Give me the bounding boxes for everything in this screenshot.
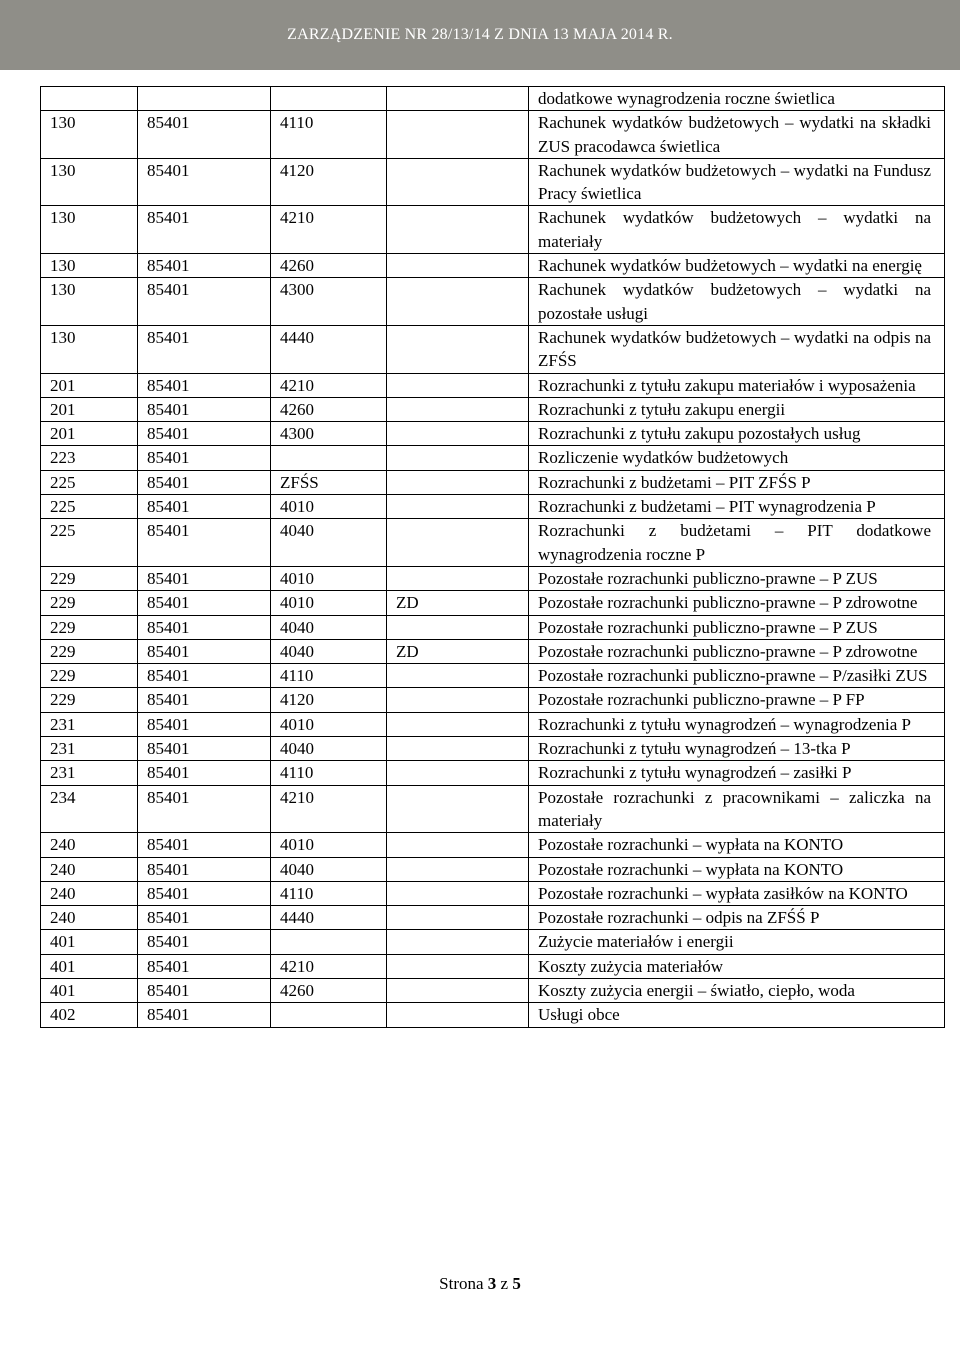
table-row bbox=[41, 591, 945, 615]
paragraph-cell: 4260 bbox=[271, 397, 387, 421]
description-cell: Zużycie materiałów i energii bbox=[529, 930, 945, 954]
chapter-cell: 85401 bbox=[138, 278, 271, 326]
account-cell: 130 bbox=[41, 325, 138, 373]
paragraph-cell bbox=[271, 1003, 387, 1027]
table-row bbox=[41, 495, 945, 519]
table-row bbox=[41, 422, 945, 446]
account-cell: 401 bbox=[41, 978, 138, 1002]
chapter-cell: 85401 bbox=[138, 397, 271, 421]
description-cell: Rachunek wydatków budżetowych – wydatki na energię bbox=[529, 254, 945, 278]
table-row bbox=[41, 954, 945, 978]
table-row bbox=[41, 470, 945, 494]
paragraph-cell: 4120 bbox=[271, 158, 387, 206]
accounts-table bbox=[40, 86, 945, 1028]
description-cell: Pozostałe rozrachunki publiczno-prawne – P zdrowotne bbox=[529, 639, 945, 663]
account-cell: 234 bbox=[41, 785, 138, 833]
chapter-cell: 85401 bbox=[138, 857, 271, 881]
chapter-cell: 85401 bbox=[138, 422, 271, 446]
account-cell: 231 bbox=[41, 712, 138, 736]
description-cell: Rachunek wydatków budżetowych – wydatki na składki ZUS pracodawca świetlica bbox=[529, 111, 945, 159]
paragraph-cell: 4300 bbox=[271, 422, 387, 446]
table-row bbox=[41, 325, 945, 373]
chapter-cell: 85401 bbox=[138, 206, 271, 254]
paragraph-cell: 4010 bbox=[271, 833, 387, 857]
suffix-cell bbox=[387, 111, 529, 159]
account-cell: 240 bbox=[41, 881, 138, 905]
suffix-cell bbox=[387, 397, 529, 421]
chapter-cell: 85401 bbox=[138, 615, 271, 639]
description-cell: Pozostałe rozrachunki z pracownikami – zaliczka na materiały bbox=[529, 785, 945, 833]
table-row bbox=[41, 206, 945, 254]
suffix-cell bbox=[387, 1003, 529, 1027]
chapter-cell: 85401 bbox=[138, 954, 271, 978]
chapter-cell bbox=[138, 87, 271, 111]
suffix-cell bbox=[387, 278, 529, 326]
description-cell: Pozostałe rozrachunki – wypłata na KONTO bbox=[529, 857, 945, 881]
chapter-cell: 85401 bbox=[138, 639, 271, 663]
chapter-cell: 85401 bbox=[138, 158, 271, 206]
chapter-cell: 85401 bbox=[138, 761, 271, 785]
paragraph-cell: 4040 bbox=[271, 639, 387, 663]
account-cell: 225 bbox=[41, 519, 138, 567]
description-cell: Rozrachunki z budżetami – PIT wynagrodzenia P bbox=[529, 495, 945, 519]
chapter-cell: 85401 bbox=[138, 591, 271, 615]
account-cell: 229 bbox=[41, 639, 138, 663]
description-cell: Pozostałe rozrachunki publiczno-prawne – P ZUS bbox=[529, 615, 945, 639]
suffix-cell bbox=[387, 495, 529, 519]
paragraph-cell: 4210 bbox=[271, 954, 387, 978]
description-cell: Rozrachunki z tytułu wynagrodzeń – 13-tka P bbox=[529, 737, 945, 761]
chapter-cell: 85401 bbox=[138, 737, 271, 761]
suffix-cell bbox=[387, 857, 529, 881]
paragraph-cell bbox=[271, 446, 387, 470]
paragraph-cell: 4300 bbox=[271, 278, 387, 326]
description-cell: Usługi obce bbox=[529, 1003, 945, 1027]
table-row bbox=[41, 978, 945, 1002]
paragraph-cell: ZFŚS bbox=[271, 470, 387, 494]
account-cell: 229 bbox=[41, 591, 138, 615]
suffix-cell bbox=[387, 881, 529, 905]
chapter-cell: 85401 bbox=[138, 833, 271, 857]
description-cell: Rachunek wydatków budżetowych – wydatki na materiały bbox=[529, 206, 945, 254]
paragraph-cell: 4210 bbox=[271, 785, 387, 833]
table-row bbox=[41, 833, 945, 857]
paragraph-cell: 4440 bbox=[271, 325, 387, 373]
suffix-cell bbox=[387, 978, 529, 1002]
suffix-cell bbox=[387, 87, 529, 111]
chapter-cell: 85401 bbox=[138, 566, 271, 590]
suffix-cell bbox=[387, 906, 529, 930]
description-cell: Rozrachunki z tytułu zakupu materiałów i wyposażenia bbox=[529, 373, 945, 397]
suffix-cell bbox=[387, 930, 529, 954]
account-cell: 231 bbox=[41, 737, 138, 761]
account-cell: 229 bbox=[41, 566, 138, 590]
account-cell: 229 bbox=[41, 615, 138, 639]
suffix-cell bbox=[387, 519, 529, 567]
paragraph-cell: 4260 bbox=[271, 978, 387, 1002]
suffix-cell bbox=[387, 615, 529, 639]
table-row bbox=[41, 688, 945, 712]
paragraph-cell: 4440 bbox=[271, 906, 387, 930]
account-cell: 240 bbox=[41, 906, 138, 930]
description-cell: Rozrachunki z budżetami – PIT ZFŚS P bbox=[529, 470, 945, 494]
description-cell: Rozrachunki z tytułu wynagrodzeń – wynagrodzenia P bbox=[529, 712, 945, 736]
suffix-cell bbox=[387, 712, 529, 736]
chapter-cell: 85401 bbox=[138, 470, 271, 494]
table-row bbox=[41, 881, 945, 905]
description-cell: Rachunek wydatków budżetowych – wydatki na pozostałe usługi bbox=[529, 278, 945, 326]
footer-page-number: 3 bbox=[487, 1274, 497, 1293]
description-cell: Pozostałe rozrachunki publiczno-prawne – P FP bbox=[529, 688, 945, 712]
table-row bbox=[41, 519, 945, 567]
account-cell: 401 bbox=[41, 954, 138, 978]
suffix-cell bbox=[387, 158, 529, 206]
table-row bbox=[41, 158, 945, 206]
paragraph-cell: 4040 bbox=[271, 519, 387, 567]
account-cell: 225 bbox=[41, 495, 138, 519]
chapter-cell: 85401 bbox=[138, 664, 271, 688]
table-row bbox=[41, 87, 945, 111]
description-cell: Pozostałe rozrachunki – wypłata na KONTO bbox=[529, 833, 945, 857]
table-row bbox=[41, 857, 945, 881]
table-row bbox=[41, 906, 945, 930]
table-row bbox=[41, 712, 945, 736]
table-row bbox=[41, 615, 945, 639]
chapter-cell: 85401 bbox=[138, 254, 271, 278]
chapter-cell: 85401 bbox=[138, 906, 271, 930]
description-cell: Rachunek wydatków budżetowych – wydatki na Fundusz Pracy świetlica bbox=[529, 158, 945, 206]
chapter-cell: 85401 bbox=[138, 325, 271, 373]
suffix-cell bbox=[387, 688, 529, 712]
account-cell: 130 bbox=[41, 111, 138, 159]
account-cell: 231 bbox=[41, 761, 138, 785]
table-row bbox=[41, 254, 945, 278]
table-row bbox=[41, 446, 945, 470]
suffix-cell bbox=[387, 566, 529, 590]
account-cell: 130 bbox=[41, 278, 138, 326]
suffix-cell bbox=[387, 446, 529, 470]
account-cell: 130 bbox=[41, 158, 138, 206]
description-cell: Rozrachunki z tytułu zakupu pozostałych usług bbox=[529, 422, 945, 446]
description-cell: Pozostałe rozrachunki publiczno-prawne – P ZUS bbox=[529, 566, 945, 590]
suffix-cell bbox=[387, 737, 529, 761]
account-cell: 401 bbox=[41, 930, 138, 954]
paragraph-cell: 4010 bbox=[271, 495, 387, 519]
description-cell: dodatkowe wynagrodzenia roczne świetlica bbox=[529, 87, 945, 111]
paragraph-cell: 4110 bbox=[271, 761, 387, 785]
table-row bbox=[41, 111, 945, 159]
paragraph-cell: 4210 bbox=[271, 206, 387, 254]
description-cell: Pozostałe rozrachunki – wypłata zasiłków na KONTO bbox=[529, 881, 945, 905]
paragraph-cell bbox=[271, 930, 387, 954]
table-row bbox=[41, 566, 945, 590]
paragraph-cell: 4210 bbox=[271, 373, 387, 397]
suffix-cell bbox=[387, 206, 529, 254]
footer-page-total: 5 bbox=[512, 1274, 521, 1293]
account-cell: 240 bbox=[41, 857, 138, 881]
chapter-cell: 85401 bbox=[138, 930, 271, 954]
suffix-cell bbox=[387, 833, 529, 857]
description-cell: Pozostałe rozrachunki – odpis na ZFŚŚ P bbox=[529, 906, 945, 930]
table-row bbox=[41, 664, 945, 688]
account-cell: 225 bbox=[41, 470, 138, 494]
suffix-cell bbox=[387, 761, 529, 785]
document-title: ZARZĄDZENIE NR 28/13/14 Z DNIA 13 MAJA 2014 R. bbox=[287, 26, 673, 43]
suffix-cell bbox=[387, 373, 529, 397]
paragraph-cell: 4010 bbox=[271, 566, 387, 590]
paragraph-cell: 4010 bbox=[271, 591, 387, 615]
paragraph-cell: 4110 bbox=[271, 111, 387, 159]
table-row bbox=[41, 1003, 945, 1027]
chapter-cell: 85401 bbox=[138, 111, 271, 159]
paragraph-cell: 4110 bbox=[271, 664, 387, 688]
account-cell: 229 bbox=[41, 688, 138, 712]
description-cell: Koszty zużycia energii – światło, ciepło, woda bbox=[529, 978, 945, 1002]
description-cell: Rozrachunki z budżetami – PIT dodatkowe wynagrodzenia roczne P bbox=[529, 519, 945, 567]
description-cell: Rozrachunki z tytułu wynagrodzeń – zasiłki P bbox=[529, 761, 945, 785]
footer-prefix: Strona bbox=[439, 1274, 484, 1293]
table-row bbox=[41, 737, 945, 761]
suffix-cell bbox=[387, 325, 529, 373]
table-row bbox=[41, 278, 945, 326]
chapter-cell: 85401 bbox=[138, 881, 271, 905]
table-row bbox=[41, 639, 945, 663]
suffix-cell bbox=[387, 254, 529, 278]
suffix-cell: ZD bbox=[387, 591, 529, 615]
description-cell: Rozrachunki z tytułu zakupu energii bbox=[529, 397, 945, 421]
chapter-cell: 85401 bbox=[138, 446, 271, 470]
paragraph-cell: 4040 bbox=[271, 615, 387, 639]
table-row bbox=[41, 785, 945, 833]
paragraph-cell: 4010 bbox=[271, 712, 387, 736]
account-cell: 130 bbox=[41, 254, 138, 278]
table-row bbox=[41, 373, 945, 397]
description-cell: Rachunek wydatków budżetowych – wydatki na odpis na ZFŚS bbox=[529, 325, 945, 373]
accounts-table-body bbox=[41, 87, 945, 1028]
paragraph-cell: 4120 bbox=[271, 688, 387, 712]
table-row bbox=[41, 397, 945, 421]
description-cell: Pozostałe rozrachunki publiczno-prawne – P zdrowotne bbox=[529, 591, 945, 615]
account-cell: 201 bbox=[41, 373, 138, 397]
header-band bbox=[0, 0, 960, 70]
paragraph-cell: 4260 bbox=[271, 254, 387, 278]
suffix-cell: ZD bbox=[387, 639, 529, 663]
description-cell: Pozostałe rozrachunki publiczno-prawne – P/zasiłki ZUS bbox=[529, 664, 945, 688]
suffix-cell bbox=[387, 422, 529, 446]
chapter-cell: 85401 bbox=[138, 785, 271, 833]
chapter-cell: 85401 bbox=[138, 688, 271, 712]
footer-of: z bbox=[500, 1274, 509, 1293]
account-cell: 240 bbox=[41, 833, 138, 857]
suffix-cell bbox=[387, 954, 529, 978]
paragraph-cell: 4040 bbox=[271, 737, 387, 761]
suffix-cell bbox=[387, 664, 529, 688]
chapter-cell: 85401 bbox=[138, 519, 271, 567]
account-cell: 201 bbox=[41, 397, 138, 421]
account-cell: 130 bbox=[41, 206, 138, 254]
account-cell: 402 bbox=[41, 1003, 138, 1027]
table-row bbox=[41, 761, 945, 785]
table-row bbox=[41, 930, 945, 954]
account-cell: 229 bbox=[41, 664, 138, 688]
chapter-cell: 85401 bbox=[138, 373, 271, 397]
description-cell: Koszty zużycia materiałów bbox=[529, 954, 945, 978]
chapter-cell: 85401 bbox=[138, 1003, 271, 1027]
account-cell bbox=[41, 87, 138, 111]
chapter-cell: 85401 bbox=[138, 978, 271, 1002]
chapter-cell: 85401 bbox=[138, 495, 271, 519]
description-cell: Rozliczenie wydatków budżetowych bbox=[529, 446, 945, 470]
paragraph-cell: 4040 bbox=[271, 857, 387, 881]
account-cell: 201 bbox=[41, 422, 138, 446]
chapter-cell: 85401 bbox=[138, 712, 271, 736]
paragraph-cell bbox=[271, 87, 387, 111]
suffix-cell bbox=[387, 785, 529, 833]
paragraph-cell: 4110 bbox=[271, 881, 387, 905]
account-cell: 223 bbox=[41, 446, 138, 470]
suffix-cell bbox=[387, 470, 529, 494]
page-footer bbox=[0, 1274, 960, 1294]
